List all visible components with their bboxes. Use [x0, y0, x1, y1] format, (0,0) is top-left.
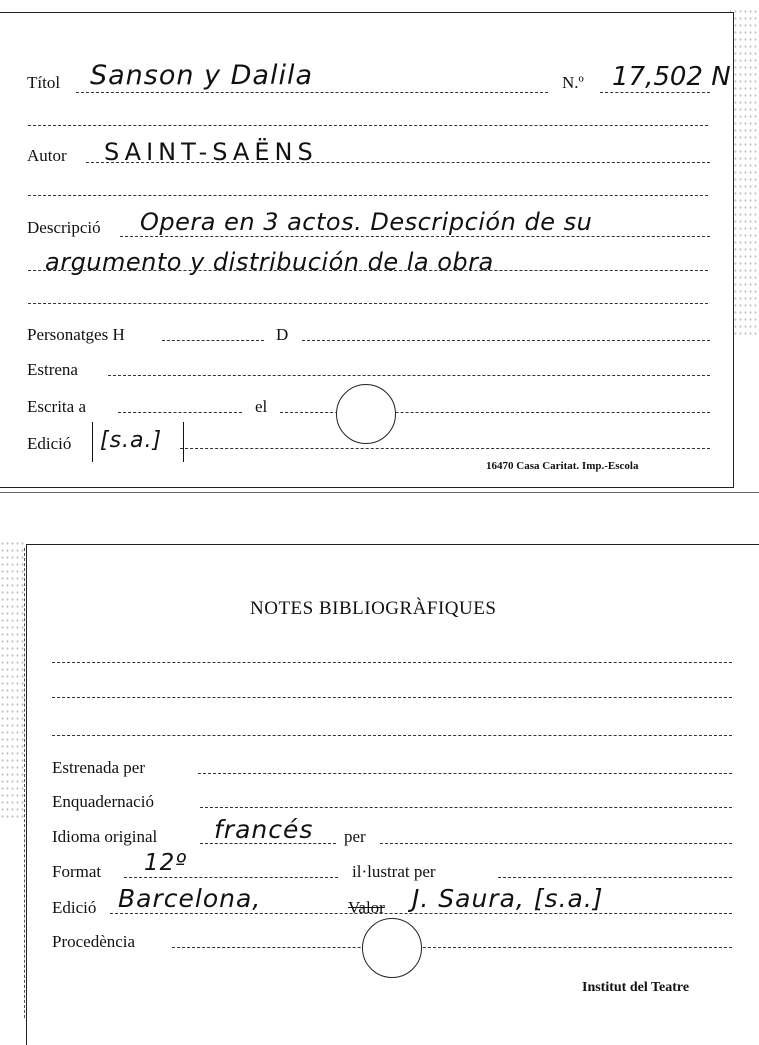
edicio2-struck: Valor [348, 898, 385, 917]
edicio2-value-b: J. Saura, [s.a.] [412, 884, 604, 913]
estrenada-label: Estrenada per [52, 758, 145, 777]
descripcio-rule-2 [28, 270, 708, 271]
notes-heading: NOTES BIBLIOGRÀFIQUES [250, 598, 497, 619]
blank-line-3 [28, 303, 708, 304]
illustrat-line [498, 877, 732, 878]
procedencia-line [172, 947, 732, 948]
personatges-label: Personatges H [27, 325, 125, 344]
edicio2-value-a: Barcelona, [118, 884, 262, 913]
scan-noise-left [0, 540, 24, 820]
numero-value: 17,502 N [612, 62, 731, 92]
notes-line-2 [52, 697, 732, 698]
illustrat-label: il·lustrat per [352, 862, 436, 881]
titol-label: Títol [27, 73, 61, 92]
idioma-label: Idioma original [52, 827, 158, 846]
edicio2-line [110, 913, 732, 914]
printer-note: 16470 Casa Caritat. Imp.-Escola [486, 460, 639, 472]
format-label: Format [52, 862, 102, 881]
idioma-value: francés [214, 815, 314, 844]
autor-line [86, 162, 710, 163]
descripcio-rule-1 [120, 236, 710, 237]
card-left-edge [24, 548, 25, 1018]
titol-line [76, 92, 548, 93]
edicio-label: Edició [27, 434, 72, 453]
edicio-value: [s.a.] [100, 428, 163, 453]
format-value: 12º [144, 850, 188, 876]
per-line [380, 843, 732, 844]
format-line [124, 877, 338, 878]
blank-line-1 [28, 125, 708, 126]
per-label: per [344, 827, 366, 846]
personatges-h-line [162, 340, 264, 341]
edicio-line [180, 448, 710, 449]
estrena-label: Estrena [27, 360, 78, 379]
personatges-d-label: D [276, 325, 289, 344]
escrita-el-label: el [255, 397, 268, 416]
numero-label: N.º [562, 73, 584, 92]
blank-line-2 [28, 195, 708, 196]
punch-hole-bottom [362, 918, 422, 978]
descripcio-label: Descripció [27, 218, 101, 237]
notes-line-3 [52, 735, 732, 736]
enquadernacio-line [200, 807, 732, 808]
edicio2-label: Edició [52, 898, 97, 917]
idioma-line [200, 843, 336, 844]
estrenada-line [198, 773, 732, 774]
descripcio-line1: Opera en 3 actos. Descripción de su [140, 208, 593, 236]
personatges-d-line [302, 340, 710, 341]
punch-hole-top [336, 384, 396, 444]
descripcio-line2: argumento y distribución de la obra [45, 248, 494, 276]
autor-value: SAINT-SAËNS [104, 138, 318, 166]
enquadernacio-label: Enquadernació [52, 792, 154, 811]
card-bottom-edge [0, 492, 759, 493]
escrita-line [118, 412, 242, 413]
autor-label: Autor [27, 146, 67, 165]
notes-line-1 [52, 662, 732, 663]
titol-value: Sanson y Dalila [90, 60, 314, 91]
estrena-line [108, 375, 710, 376]
numero-line [600, 92, 710, 93]
institution-name: Institut del Teatre [582, 980, 690, 995]
escrita-label: Escrita a [27, 397, 86, 416]
procedencia-label: Procedència [52, 932, 136, 951]
